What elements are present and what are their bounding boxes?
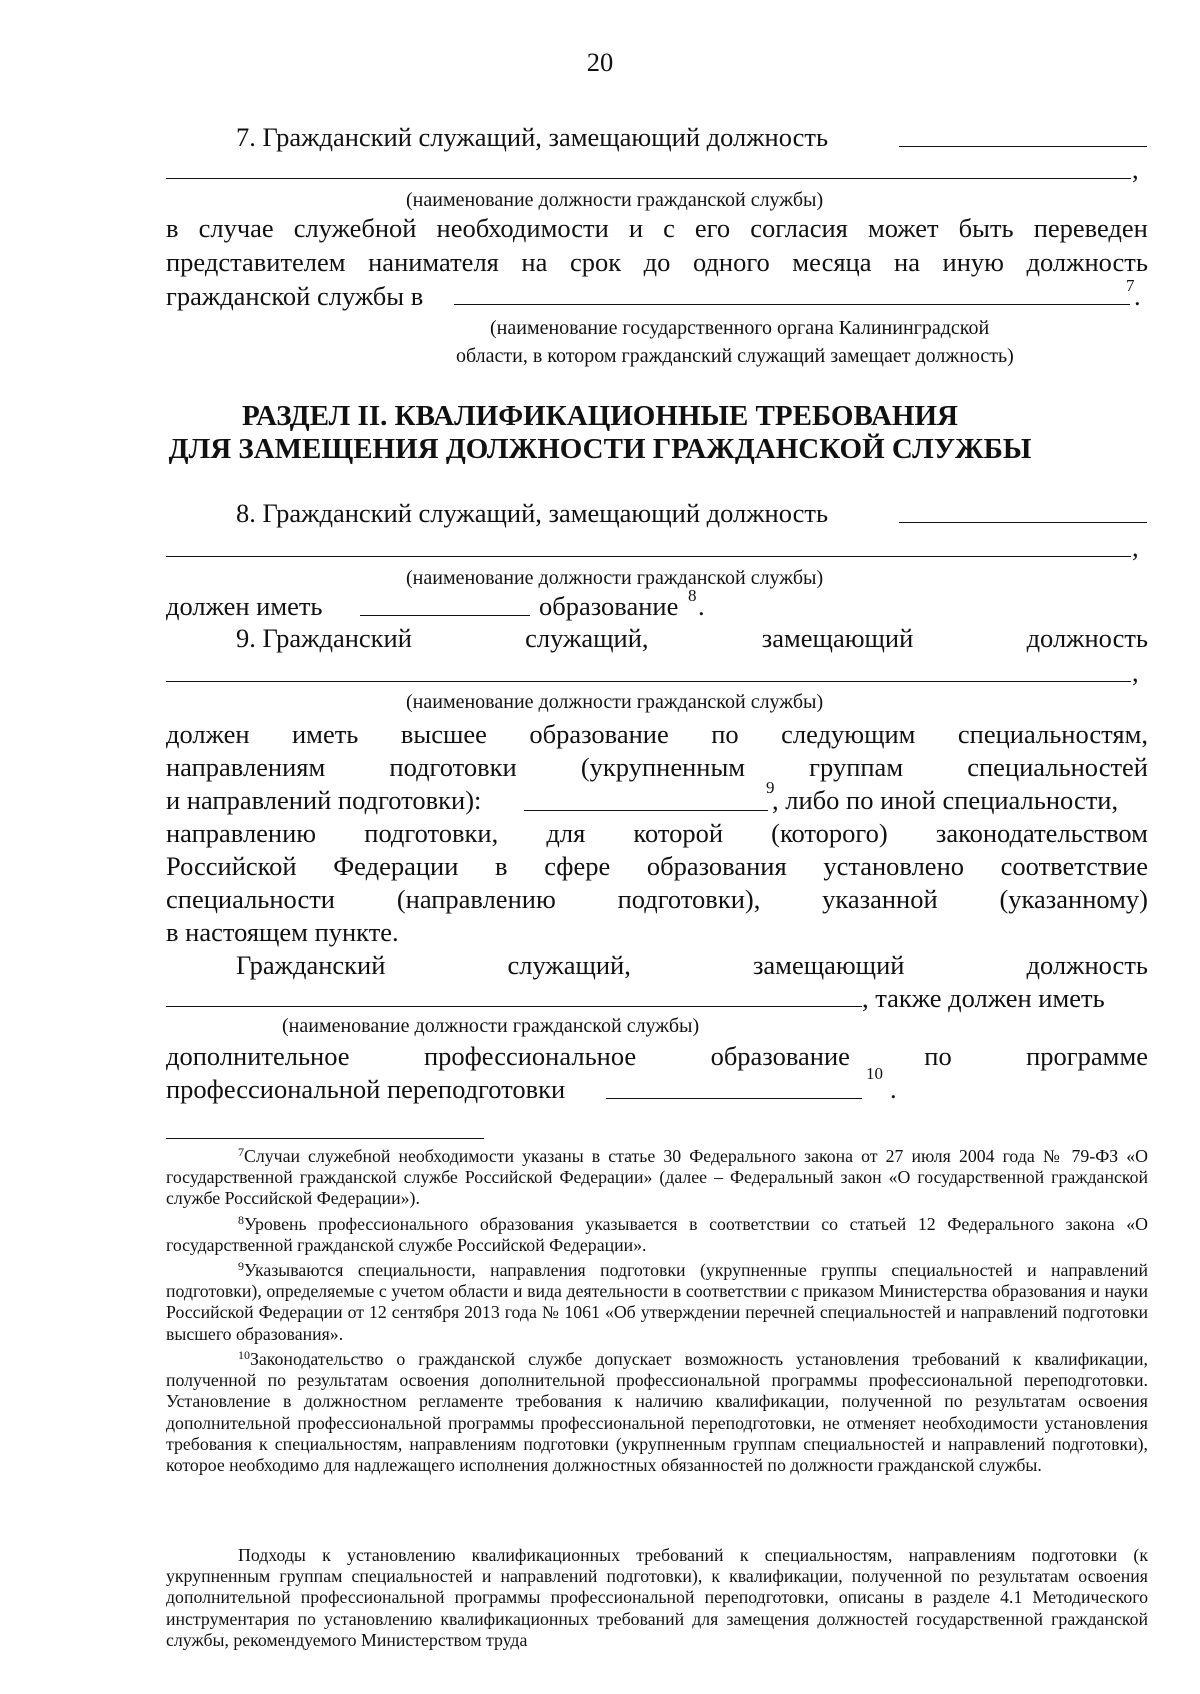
footnote-7-text: Случаи служебной необходимости указаны в статье 30 Федерального закона от 27 июля 2004 года № 79-ФЗ «О государственной гражданской службе Российской Федерации» (далее – Федеральный закон «О государственной гражданской службе Российской Федерации»). xyxy=(166,1146,1148,1209)
item8-education-blank xyxy=(360,615,530,616)
item7-footnote-mark: 7 xyxy=(1126,276,1135,295)
footnote-8 xyxy=(166,1214,1148,1256)
item8-line1: 8. Гражданский служащий, замещающий должность xyxy=(236,498,829,528)
item8-footnote-mark: 8 xyxy=(688,586,697,605)
item9-row2: направлениям подготовки (укрупненным группам специальностей xyxy=(166,752,1148,782)
footnote-9 xyxy=(166,1260,1148,1345)
item8-comma: , xyxy=(1132,532,1139,562)
item7-comma: , xyxy=(1132,154,1139,184)
footnote-7-number: 7 xyxy=(238,1145,244,1159)
item9-row8: Гражданский служащий, замещающий должность xyxy=(236,950,1148,980)
footnote-10 xyxy=(166,1349,1148,1476)
footnote-8-text: Уровень профессионального образования указывается в соответствии со статьей 12 Федерального закона «О государственной гражданской службе Российской Федерации». xyxy=(166,1214,1148,1256)
item7-row2: представителем нанимателя на срок до одного месяца на иную должность xyxy=(166,247,1148,277)
item7-row1: в случае служебной необходимости и с его согласия может быть переведен xyxy=(166,213,1148,243)
item9-blank-1 xyxy=(166,681,1131,682)
item7-blank-2 xyxy=(166,178,1131,179)
footnote-approaches xyxy=(166,1545,1148,1651)
item7-caption-org-2: области, в котором гражданский служащий замещает должность) xyxy=(456,345,1014,367)
item9-row7: в настоящем пункте. xyxy=(166,917,399,947)
item8-blank-1 xyxy=(899,522,1147,523)
item9-row-head: 9. Гражданский служащий, замещающий должность xyxy=(236,623,1148,653)
item9-row1: должен иметь высшее образование по следующим специальностям, xyxy=(166,719,1148,749)
item8-blank-2 xyxy=(166,556,1131,557)
item7-org-blank xyxy=(454,304,1130,305)
footnote-approaches-text: Подходы к установлению квалификационных требований к специальностям, направлениям подготовки (к укрупненным группам специальностей и направлений подготовки), к квалификации, полученной по результатам освоения дополнительной профессиональной программы профессиональной переподготовки, описаны в разделе 4.1 Методического инструментария по установлению квалификационных требований для замещения должностей государственной гражданской службы, рекомендуемого Министерством труда xyxy=(166,1545,1148,1650)
item9-row4: направлению подготовки, для которой (которого) законодательством xyxy=(166,818,1148,848)
item9-caption-position: (наименование должности гражданской службы) xyxy=(406,691,824,713)
footnote-7 xyxy=(166,1146,1148,1210)
item9-program-blank xyxy=(606,1098,862,1099)
item9-also-must: , также должен иметь xyxy=(862,983,1105,1013)
item9-comma: , xyxy=(1132,657,1139,687)
item8-end-dot: . xyxy=(698,591,705,621)
footnote-10-number: 10 xyxy=(238,1348,250,1362)
item9-row10: дополнительное профессиональное образование по программе xyxy=(166,1041,1148,1071)
item7-caption-position: (наименование должности гражданской службы) xyxy=(406,189,824,211)
item7-caption-org-1: (наименование государственного органа Калининградской xyxy=(490,317,990,339)
item9-footnote-mark-10: 10 xyxy=(866,1064,883,1083)
item9-row3-start: и направлений подготовки): xyxy=(166,785,482,815)
item7-blank-1 xyxy=(899,146,1147,147)
section-title-line2: ДЛЯ ЗАМЕЩЕНИЯ ДОЛЖНОСТИ ГРАЖДАНСКОЙ СЛУЖБЫ xyxy=(168,433,1032,465)
footnote-9-number: 9 xyxy=(238,1259,244,1273)
footnote-separator xyxy=(166,1138,484,1139)
item9-row3-end: , либо по иной специальности, xyxy=(772,785,1119,815)
page-number: 20 xyxy=(586,47,614,77)
item8-education: образование xyxy=(539,591,679,621)
item7-row3: гражданской службы в xyxy=(166,281,424,311)
item8-must-have: должен иметь xyxy=(166,591,323,621)
item8-caption-position: (наименование должности гражданской службы) xyxy=(406,567,824,589)
section-title-line1: РАЗДЕЛ II. КВАЛИФИКАЦИОННЫЕ ТРЕБОВАНИЯ xyxy=(242,400,958,432)
item9-footnote-mark: 9 xyxy=(766,778,775,797)
footnote-10-text: Законодательство о гражданской службе допускает возможность установления требований к квалификации, полученной по результатам освоения дополнительной профессиональной программы профессиональной переподготовки. Установление в должностном регламенте требования к наличию квалификации, полученной по результатам освоения дополнительной профессиональной программы профессиональной переподготовки, не отменяет необходимости установления требования к специальностям, направлениям подготовки (укрупненным группам специальностей и направлений подготовки), которое необходимо для надлежащего исполнения должностных обязанностей по должности гражданской службы. xyxy=(166,1349,1148,1476)
footnote-9-text: Указываются специальности, направления подготовки (укрупненные группы специальностей и направлений подготовки), определяемые с учетом области и вида деятельности в соответствии с приказом Министерства образования и науки Российской Федерации от 12 сентября 2013 года № 1061 «Об утверждении перечней специальностей и направлений подготовки высшего образования». xyxy=(166,1260,1148,1344)
item9-row6: специальности (направлению подготовки), указанной (указанному) xyxy=(166,884,1148,914)
item9-end-dot: . xyxy=(890,1074,897,1104)
item9-row11: профессиональной переподготовки xyxy=(166,1074,566,1104)
item9-specialties-blank xyxy=(524,810,768,811)
item7-line1: 7. Гражданский служащий, замещающий должность xyxy=(236,122,829,152)
item9-row5: Российской Федерации в сфере образования установлено соответствие xyxy=(166,851,1148,881)
footnote-8-number: 8 xyxy=(238,1213,244,1227)
item9-blank-2 xyxy=(166,1006,862,1007)
item7-end-dot: . xyxy=(1134,281,1141,311)
item9-caption-position-2: (наименование должности гражданской службы) xyxy=(282,1015,700,1037)
